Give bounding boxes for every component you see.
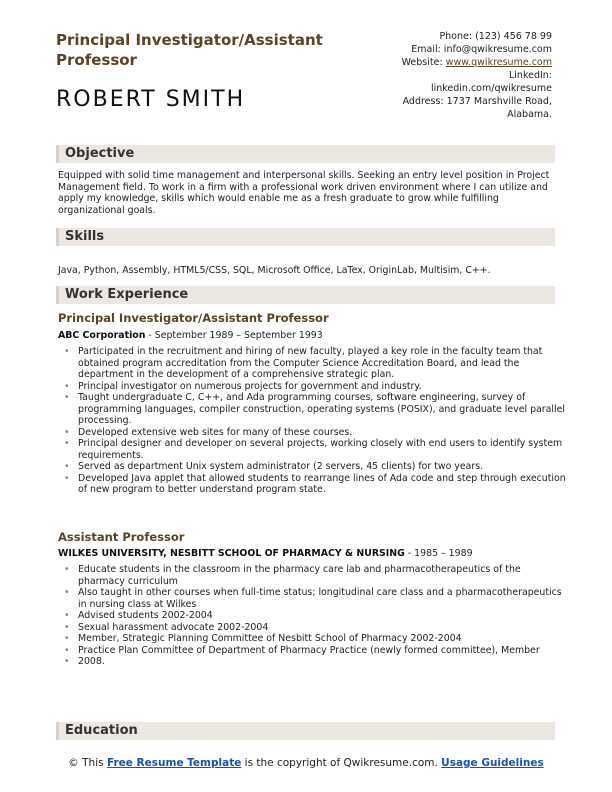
contact-website — [332, 56, 552, 69]
list-item: • Sexual harassment advocate 2002-2004 — [78, 622, 570, 634]
job-company-1: ABC Corporation — [58, 330, 146, 341]
list-item: • Practice Plan Committee of Department of Pharmacy Practice (newly formed committee), Member — [78, 645, 570, 657]
job-dates-2: - 1985 – 1989 — [404, 548, 473, 559]
usage-guidelines-link[interactable]: Usage Guidelines — [441, 757, 544, 769]
list-item: • Also taught in other courses when full-time status; longitudinal care class and a pharmacotherapeutics in nursing class at Wilkes — [78, 587, 570, 610]
contact-linkedin-value: linkedin.com/qwikresume — [430, 83, 552, 94]
job-bullets-1 — [58, 346, 570, 496]
education-section-header — [56, 722, 555, 740]
contact-address-line2: Alabama. — [507, 109, 552, 120]
footer-prefix: © This — [68, 757, 107, 769]
skills-section-header — [56, 228, 555, 246]
job-title-1: Principal Investigator/Assistant Professor — [58, 311, 329, 325]
list-item: • Served as department Unix system administrator (2 servers, 45 clients) for two years. — [78, 461, 570, 473]
job-title-2: Assistant Professor — [58, 530, 185, 544]
copyright-footer — [0, 756, 612, 770]
contact-block — [332, 30, 552, 121]
list-item: • 2008. — [78, 656, 570, 668]
work-section-header — [56, 286, 555, 304]
list-item: • Participated in the recruitment and hiring of new faculty, played a key role in the faculty team that obtained program accreditation from the Computer Science Accreditation Board, and lead the department in the development of a comprehensive strategic plan. — [78, 346, 570, 381]
free-resume-template-link[interactable]: Free Resume Template — [106, 757, 242, 769]
candidate-name: ROBERT SMITH — [56, 87, 246, 112]
objective-text: Equipped with solid time management and interpersonal skills. Seeking an entry level position in Project Management field. To work in a firm with a professional work driven environment where I can utilize and apply my knowledge, skills which would enable me as a fresh graduate to grow while fulfilling organizational goals. — [58, 170, 550, 216]
list-item: • Educate students in the classroom in the pharmacy care lab and pharmacotherapeutics of the pharmacy curriculum — [78, 564, 570, 587]
job-dates-1: - September 1989 – September 1993 — [145, 330, 323, 341]
work-heading: Work Experience — [65, 287, 189, 302]
footer-middle: is the copyright of Qwikresume.com. — [241, 757, 442, 769]
list-item: • Advised students 2002-2004 — [78, 610, 570, 622]
website-link[interactable]: www.qwikresume.com — [445, 57, 552, 68]
job-title: Principal Investigator/Assistant Professor — [56, 31, 323, 69]
contact-phone: Phone: (123) 456 78 99 — [439, 31, 552, 42]
job-company-line-2 — [58, 548, 473, 559]
list-item: • Member, Strategic Planning Committee of Nesbitt School of Pharmacy 2002-2004 — [78, 633, 570, 645]
skills-heading: Skills — [65, 229, 105, 244]
list-item: • Developed extensive web sites for many of these courses. — [78, 427, 570, 439]
job-bullets-2 — [58, 564, 570, 668]
list-item: • Developed Java applet that allowed students to rearrange lines of Ada code and step through execution of new program to better understand program state. — [78, 473, 570, 496]
objective-section-header — [56, 145, 555, 163]
list-item: • Taught undergraduate C, C++, and Ada programming courses, software engineering, survey of programming languages, compiler construction, operating systems (POSIX), and graduate level parallel processing. — [78, 392, 570, 427]
job-company-2: WILKES UNIVERSITY, NESBITT SCHOOL OF PHARMACY & NURSING — [58, 548, 405, 559]
resume-header — [56, 30, 552, 130]
objective-heading: Objective — [65, 146, 135, 161]
contact-email: Email: info@qwikresume.com — [411, 44, 552, 55]
skills-text: Java, Python, Assembly, HTML5/CSS, SQL, Microsoft Office, LaTex, OriginLab, Multisim, C++. — [58, 265, 491, 276]
contact-address-line1: Address: 1737 Marshville Road, — [402, 96, 552, 107]
education-heading: Education — [65, 723, 138, 738]
website-label: Website: — [401, 57, 446, 68]
list-item: • Principal investigator on numerous projects for government and industry. — [78, 381, 570, 393]
job-company-line-1 — [58, 330, 323, 341]
list-item: • Principal designer and developer on several projects, working closely with end users to identify system requirements. — [78, 438, 570, 461]
contact-linkedin-label: LinkedIn: — [508, 70, 552, 81]
